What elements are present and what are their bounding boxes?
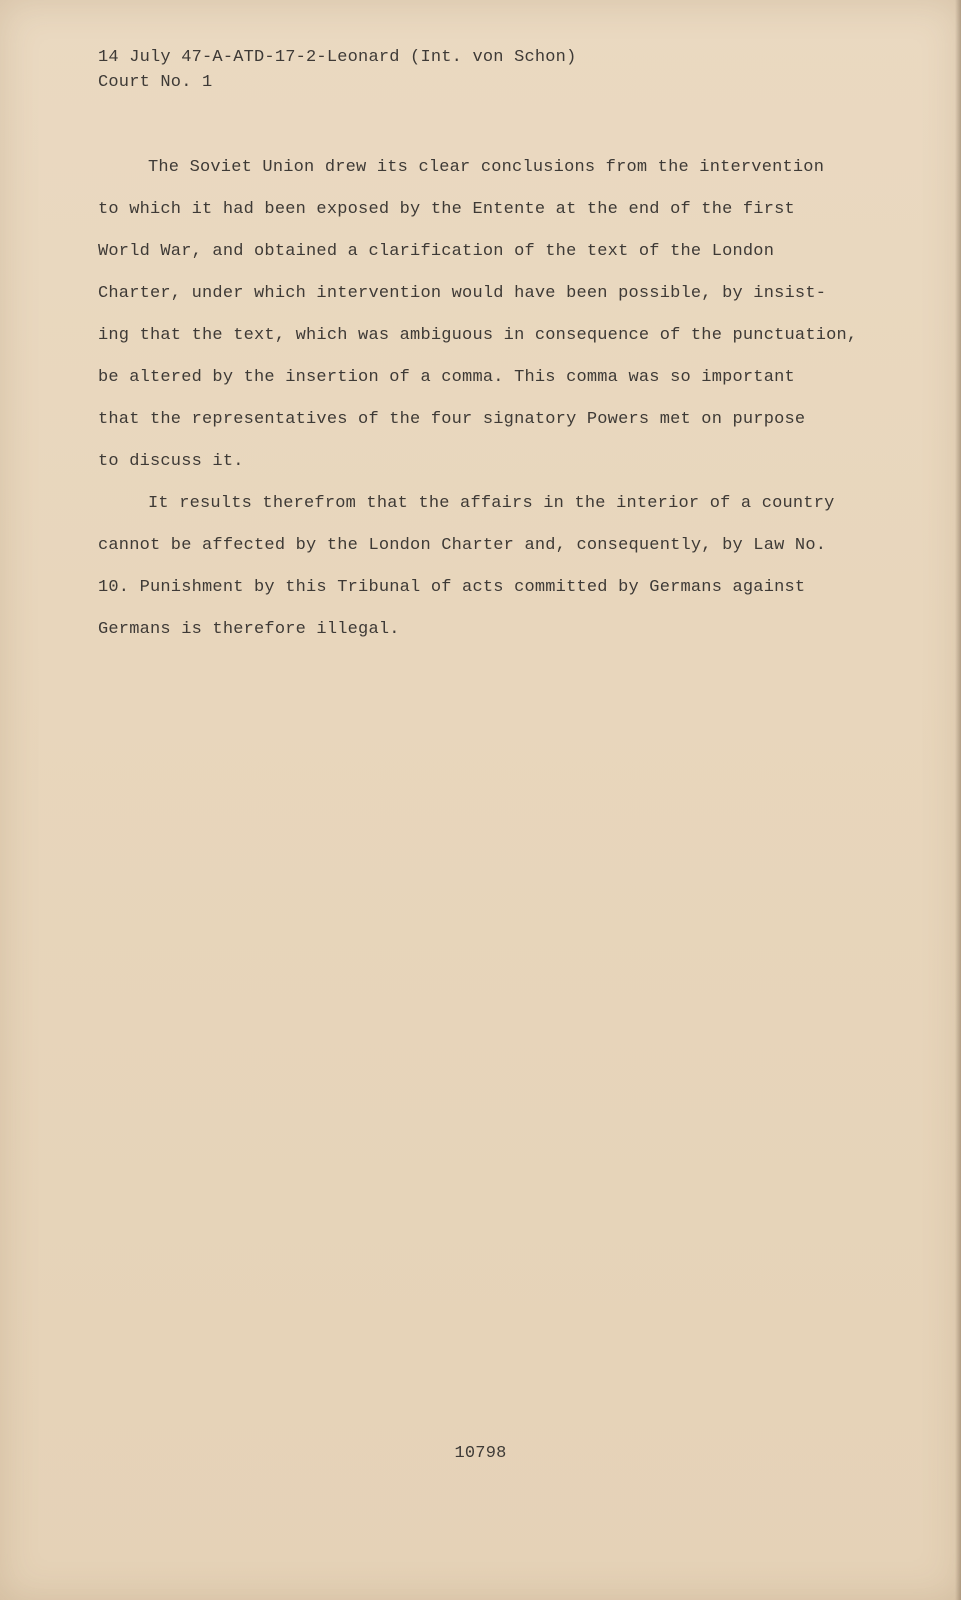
document-header: [98, 45, 576, 95]
paragraph-1-line-8: to discuss it.: [98, 452, 244, 471]
paragraph-2-line-1: It results therefrom that the affairs in the interior of a country: [148, 494, 835, 513]
page-edge-shadow: [955, 0, 961, 1600]
page-number: 10798: [454, 1444, 507, 1463]
paragraph-1-line-3: World War, and obtained a clarification of the text of the London: [98, 242, 775, 261]
paragraph-1-line-1: The Soviet Union drew its clear conclusions from the intervention: [148, 158, 825, 177]
paragraph-1-line-6: be altered by the insertion of a comma. This comma was so important: [98, 368, 795, 387]
paragraph-1-line-7: that the representatives of the four signatory Powers met on purpose: [98, 410, 806, 429]
header-reference-line: 14 July 47-A-ATD-17-2-Leonard (Int. von Schon): [98, 48, 577, 67]
paragraph-2-line-2: cannot be affected by the London Charter and, consequently, by Law No.: [98, 536, 827, 555]
paragraph-1-line-2: to which it had been exposed by the Entente at the end of the first: [98, 200, 795, 219]
paragraph-1-line-4: Charter, under which intervention would have been possible, by insist-: [98, 284, 827, 303]
paragraph-2-line-3: 10. Punishment by this Tribunal of acts committed by Germans against: [98, 578, 806, 597]
document-body: [98, 147, 858, 651]
paragraph-1-line-5: ing that the text, which was ambiguous in consequence of the punctuation,: [98, 326, 858, 345]
paragraph-2-line-4: Germans is therefore illegal.: [98, 620, 400, 639]
header-court-line: Court No. 1: [98, 73, 213, 92]
